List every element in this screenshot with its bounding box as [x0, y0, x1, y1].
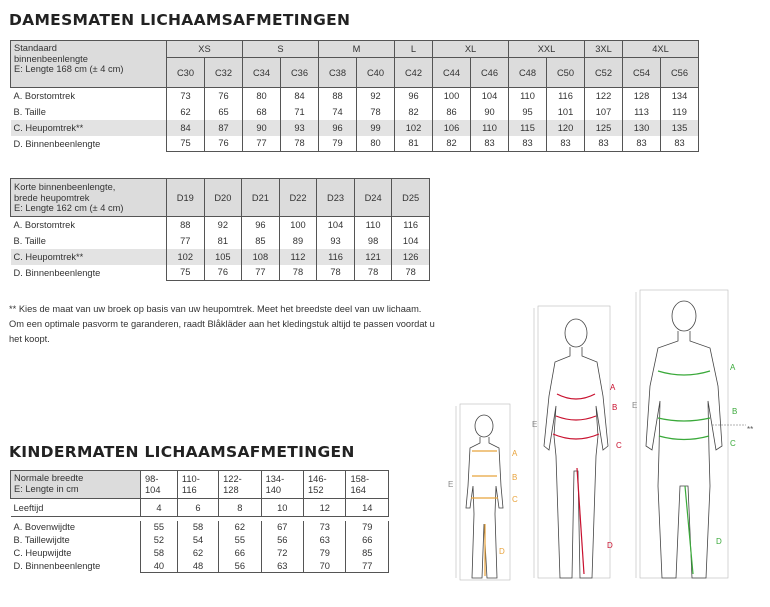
size-code-line: 128	[223, 484, 239, 495]
size-code-row	[11, 179, 430, 217]
note-line-1: ** Kies de maat van uw broek op basis van uw heupomtrek. Meet het breedste deel van uw lichaam.	[9, 304, 422, 314]
size-code: D24	[354, 179, 392, 217]
size-code-line: 164	[350, 484, 366, 495]
size-group: XS	[167, 41, 243, 58]
table-cell: 67	[261, 521, 303, 534]
table-cell: 89	[279, 233, 317, 249]
table-cell: 110	[509, 88, 547, 104]
size-code-line: 122-	[223, 474, 242, 484]
row-label: B. Taille	[13, 235, 46, 246]
table-cell: 83	[547, 136, 585, 152]
table-cell: 62	[177, 547, 218, 560]
header-label-line: E: Lengte 162 cm (± 4 cm)	[14, 203, 124, 213]
woman-label-b: B	[612, 403, 618, 412]
table-cell: 55	[141, 521, 178, 534]
size-code: D19	[167, 179, 205, 217]
kids-size-table	[10, 470, 389, 573]
child-label-c: C	[512, 495, 518, 504]
table-cell: 74	[319, 104, 357, 120]
table-row	[11, 547, 389, 560]
size-code: D25	[392, 179, 430, 217]
table-cell: 83	[585, 136, 623, 152]
body-measurement-figures	[440, 286, 765, 586]
table-cell: 78	[281, 136, 319, 152]
women-short-leg-table	[10, 178, 430, 281]
age-cell: 8	[219, 499, 261, 517]
table-cell: 98	[354, 233, 392, 249]
table-cell: 128	[623, 88, 661, 104]
table-row	[11, 521, 389, 534]
size-code-row	[11, 471, 389, 499]
table-cell: 88	[319, 88, 357, 104]
header-label-line: brede heupomtrek	[14, 192, 90, 203]
table-cell: 90	[243, 120, 281, 136]
row-label: C. Heupomtrek**	[13, 122, 84, 133]
size-group: XL	[433, 41, 509, 58]
note-line-3: het koopt.	[9, 334, 50, 344]
size-code: C32	[205, 58, 243, 88]
table-cell: 72	[261, 547, 303, 560]
size-group: 3XL	[585, 41, 623, 58]
table-cell: 86	[433, 104, 471, 120]
header-label-line: binnenbeenlengte	[14, 53, 88, 64]
table-cell: 96	[319, 120, 357, 136]
table-row	[11, 120, 699, 136]
table-cell: 40	[141, 560, 178, 573]
table-cell: 65	[205, 104, 243, 120]
table-row	[11, 136, 699, 152]
table-cell: 77	[243, 136, 281, 152]
table-cell: 62	[219, 521, 261, 534]
size-code-line: 134-	[265, 474, 285, 484]
size-code-line: 104	[145, 484, 161, 495]
table-cell: 120	[547, 120, 585, 136]
table-cell: 80	[243, 88, 281, 104]
header-label-line: Korte binnenbeenlengte,	[14, 182, 116, 192]
table-cell: 54	[177, 534, 218, 547]
table-cell: 79	[304, 547, 346, 560]
table-cell: 92	[357, 88, 395, 104]
table-cell: 105	[204, 249, 242, 265]
table-cell: 125	[585, 120, 623, 136]
table-row	[11, 217, 430, 233]
age-row	[11, 499, 389, 517]
table-row	[11, 249, 430, 265]
table-cell: 95	[509, 104, 547, 120]
size-code: C42	[395, 58, 433, 88]
size-code: D22	[279, 179, 317, 217]
table-cell: 85	[242, 233, 280, 249]
table-cell: 78	[392, 265, 430, 281]
table-cell: 116	[392, 217, 430, 233]
table-cell: 112	[279, 249, 317, 265]
table-cell: 93	[317, 233, 355, 249]
table-cell: 81	[204, 233, 242, 249]
size-code	[261, 471, 303, 499]
table-cell: 104	[392, 233, 430, 249]
table-cell: 63	[304, 534, 346, 547]
table-cell: 73	[304, 521, 346, 534]
table-cell: 96	[395, 88, 433, 104]
row-label: B. Taille	[13, 106, 46, 117]
table-cell: 84	[167, 120, 205, 136]
table-cell: 84	[281, 88, 319, 104]
table-cell: 68	[243, 104, 281, 120]
women-title: DAMESMATEN LICHAAMSAFMETINGEN	[9, 11, 351, 29]
table-cell: 83	[623, 136, 661, 152]
table-cell: 58	[141, 547, 178, 560]
size-code: C36	[281, 58, 319, 88]
size-code-line: 152	[308, 484, 324, 495]
woman-label-a: A	[610, 383, 616, 392]
table-cell: 93	[281, 120, 319, 136]
table-cell: 106	[433, 120, 471, 136]
table-cell: 76	[205, 136, 243, 152]
table-cell: 122	[585, 88, 623, 104]
size-code: C52	[585, 58, 623, 88]
table-cell: 62	[167, 104, 205, 120]
table-cell: 102	[167, 249, 205, 265]
table-cell: 135	[661, 120, 699, 136]
table-cell: 107	[585, 104, 623, 120]
table-cell: 87	[205, 120, 243, 136]
size-code: D21	[242, 179, 280, 217]
table-cell: 130	[623, 120, 661, 136]
header-label-line: E: Lengte in cm	[14, 483, 79, 494]
table-cell: 56	[261, 534, 303, 547]
size-code: C38	[319, 58, 357, 88]
child-label-e: E	[448, 480, 454, 489]
table-cell: 134	[661, 88, 699, 104]
size-code	[346, 471, 389, 499]
table-cell: 99	[357, 120, 395, 136]
size-code: C44	[433, 58, 471, 88]
women-size-table	[10, 40, 699, 152]
woman-figure	[534, 306, 610, 578]
table-cell: 100	[433, 88, 471, 104]
table-cell: 70	[304, 560, 346, 573]
row-label: A. Bovenwijdte	[13, 522, 75, 532]
table-cell: 83	[471, 136, 509, 152]
age-label: Leeftijd	[11, 499, 141, 517]
man-label-star: **	[747, 425, 754, 434]
man-label-e: E	[632, 401, 638, 410]
table-cell: 83	[661, 136, 699, 152]
table-cell: 66	[219, 547, 261, 560]
size-group-row	[11, 41, 699, 58]
table-cell: 56	[219, 560, 261, 573]
age-cell: 4	[141, 499, 178, 517]
table-cell: 77	[346, 560, 389, 573]
size-group: XXL	[509, 41, 585, 58]
header-label	[11, 41, 167, 88]
size-note	[9, 302, 489, 347]
table-cell: 85	[346, 547, 389, 560]
table-cell: 82	[395, 104, 433, 120]
table-cell: 96	[242, 217, 280, 233]
table-cell: 55	[219, 534, 261, 547]
size-code	[219, 471, 261, 499]
size-code: D20	[204, 179, 242, 217]
table-row	[11, 88, 699, 104]
age-cell: 12	[304, 499, 346, 517]
table-cell: 116	[547, 88, 585, 104]
size-code	[304, 471, 346, 499]
table-row	[11, 233, 430, 249]
row-label: D. Binnenbeenlengte	[13, 561, 101, 571]
size-code-line: 140	[265, 484, 282, 495]
size-code: C46	[471, 58, 509, 88]
table-cell: 63	[261, 560, 303, 573]
row-label: C. Heupomtrek**	[13, 251, 84, 262]
size-group: M	[319, 41, 395, 58]
size-group: L	[395, 41, 433, 58]
woman-label-e: E	[532, 420, 538, 429]
kids-title: KINDERMATEN LICHAAMSAFMETINGEN	[9, 443, 355, 461]
table-cell: 82	[433, 136, 471, 152]
size-code: C30	[167, 58, 205, 88]
header-label	[11, 179, 167, 217]
table-cell: 79	[319, 136, 357, 152]
row-label: D. Binnenbeenlengte	[13, 138, 101, 149]
table-cell: 48	[177, 560, 218, 573]
note-line-2: Om een optimale pasvorm te garanderen, raadt Blåkläder aan het kledingstuk altijd te passen voordat u	[9, 319, 435, 329]
table-cell: 101	[547, 104, 585, 120]
age-cell: 14	[346, 499, 389, 517]
man-label-c: C	[730, 439, 736, 448]
child-label-d: D	[499, 547, 505, 556]
table-cell: 110	[471, 120, 509, 136]
table-cell: 113	[623, 104, 661, 120]
man-label-d: D	[716, 537, 722, 546]
table-cell: 76	[204, 265, 242, 281]
size-code: C50	[547, 58, 585, 88]
table-cell: 79	[346, 521, 389, 534]
man-label-b: B	[732, 407, 738, 416]
table-cell: 90	[471, 104, 509, 120]
table-cell: 110	[354, 217, 392, 233]
size-code: C34	[243, 58, 281, 88]
table-cell: 119	[661, 104, 699, 120]
man-label-a: A	[730, 363, 736, 372]
table-row	[11, 534, 389, 547]
table-cell: 104	[317, 217, 355, 233]
table-cell: 100	[279, 217, 317, 233]
table-cell: 78	[317, 265, 355, 281]
child-label-a: A	[512, 449, 518, 458]
table-cell: 75	[167, 136, 205, 152]
row-label: A. Borstomtrek	[13, 219, 75, 230]
table-cell: 78	[354, 265, 392, 281]
table-cell: 52	[141, 534, 178, 547]
size-code: C56	[661, 58, 699, 88]
size-group: 4XL	[623, 41, 699, 58]
table-cell: 104	[471, 88, 509, 104]
table-cell: 102	[395, 120, 433, 136]
table-cell: 77	[167, 233, 205, 249]
table-cell: 81	[395, 136, 433, 152]
header-label-line: Normale breedte	[14, 473, 84, 483]
row-label: A. Borstomtrek	[13, 90, 75, 101]
size-code: C54	[623, 58, 661, 88]
table-cell: 83	[509, 136, 547, 152]
size-group: S	[243, 41, 319, 58]
table-cell: 115	[509, 120, 547, 136]
woman-label-c: C	[616, 441, 622, 450]
table-row	[11, 104, 699, 120]
row-label: C. Heupwijdte	[13, 548, 72, 558]
woman-label-d: D	[607, 541, 613, 550]
table-cell: 75	[167, 265, 205, 281]
row-label: B. Taillewijdte	[13, 535, 70, 545]
size-code: C40	[357, 58, 395, 88]
table-cell: 73	[167, 88, 205, 104]
table-cell: 121	[354, 249, 392, 265]
table-row	[11, 265, 430, 281]
size-code: C48	[509, 58, 547, 88]
size-code	[177, 471, 218, 499]
size-code-line: 158-	[350, 474, 370, 484]
header-label-line: Standaard	[14, 43, 57, 53]
header-label-line: E: Lengte 168 cm (± 4 cm)	[14, 64, 124, 74]
table-row	[11, 560, 389, 573]
table-cell: 108	[242, 249, 280, 265]
size-code-line: 146-	[308, 474, 327, 484]
table-cell: 126	[392, 249, 430, 265]
row-label: D. Binnenbeenlengte	[13, 267, 101, 278]
table-cell: 58	[177, 521, 218, 534]
table-cell: 71	[281, 104, 319, 120]
table-cell: 76	[205, 88, 243, 104]
table-cell: 66	[346, 534, 389, 547]
size-code: D23	[317, 179, 355, 217]
table-cell: 78	[357, 104, 395, 120]
table-cell: 78	[279, 265, 317, 281]
table-cell: 116	[317, 249, 355, 265]
child-label-b: B	[512, 473, 518, 482]
table-cell: 80	[357, 136, 395, 152]
size-code-line: 110-	[181, 474, 200, 484]
table-cell: 88	[167, 217, 205, 233]
man-figure	[636, 290, 746, 578]
size-code	[141, 471, 178, 499]
table-cell: 92	[204, 217, 242, 233]
header-label	[11, 471, 141, 499]
age-cell: 10	[261, 499, 303, 517]
age-cell: 6	[177, 499, 218, 517]
size-code-line: 116	[181, 484, 197, 495]
table-cell: 77	[242, 265, 280, 281]
size-code-line: 98-	[145, 474, 159, 484]
